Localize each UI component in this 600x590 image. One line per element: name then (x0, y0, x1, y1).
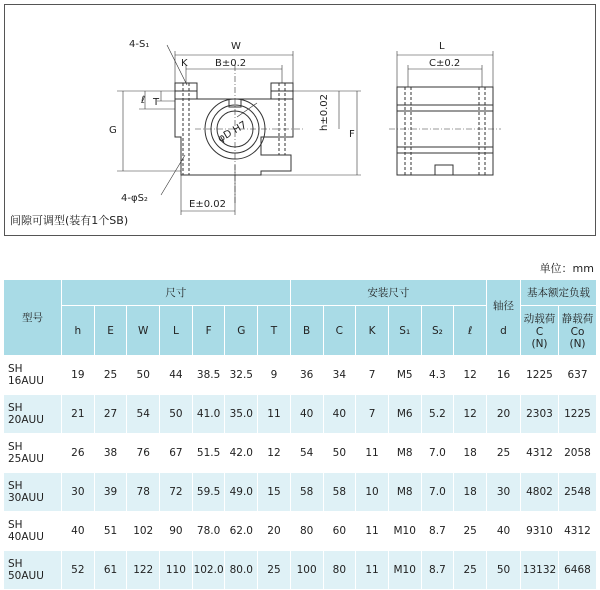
col-s2: S₂ (421, 306, 454, 356)
header-shaft: 轴径 d (487, 280, 521, 356)
table-cell: 7 (356, 356, 389, 395)
table-row (4, 512, 597, 551)
col-c: C (323, 306, 356, 356)
table-cell: 21 (62, 395, 95, 434)
table-cell: SH 30AUU (4, 473, 62, 512)
table-cell: 36 (290, 356, 323, 395)
table-cell: 110 (160, 551, 193, 590)
spec-table (3, 279, 597, 590)
table-cell: 30 (487, 473, 521, 512)
col-b: B (290, 306, 323, 356)
table-cell: 54 (290, 434, 323, 473)
table-cell: 16 (487, 356, 521, 395)
col-e: E (94, 306, 127, 356)
table-cell: 30 (62, 473, 95, 512)
table-cell: 51.5 (192, 434, 225, 473)
table-cell: 38.5 (192, 356, 225, 395)
table-cell: 44 (160, 356, 193, 395)
table-cell: 59.5 (192, 473, 225, 512)
table-cell: 62.0 (225, 512, 258, 551)
table-cell: 32.5 (225, 356, 258, 395)
col-h: h (62, 306, 95, 356)
header-model: 型号 (4, 280, 62, 356)
table-cell: 54 (127, 395, 160, 434)
label-t: T (153, 97, 160, 108)
table-cell: 18 (454, 473, 487, 512)
table-cell: 9310 (521, 512, 559, 551)
table-cell: 1225 (559, 395, 597, 434)
table-cell: 2058 (559, 434, 597, 473)
label-l: L (439, 41, 445, 52)
col-t: T (258, 306, 291, 356)
col-static-load: 静载荷 Co (N) (559, 306, 597, 356)
table-cell: M10 (388, 551, 421, 590)
table-cell: 20 (258, 512, 291, 551)
table-cell: SH 20AUU (4, 395, 62, 434)
table-cell: 80.0 (225, 551, 258, 590)
header-load: 基本额定负载 (521, 280, 597, 306)
table-cell: 11 (356, 551, 389, 590)
table-cell: 12 (454, 395, 487, 434)
table-cell: 50 (160, 395, 193, 434)
table-cell: M5 (388, 356, 421, 395)
label-bore: φD H7 (216, 119, 249, 145)
label-b: B±0.2 (215, 58, 247, 69)
table-cell: 39 (94, 473, 127, 512)
table-cell: 5.2 (421, 395, 454, 434)
label-w: W (231, 41, 241, 52)
table-cell: 34 (323, 356, 356, 395)
col-ell: ℓ (454, 306, 487, 356)
table-cell: 78.0 (192, 512, 225, 551)
table-cell: 7 (356, 395, 389, 434)
label-g: G (109, 125, 117, 136)
table-cell: 2303 (521, 395, 559, 434)
table-cell: 50 (323, 434, 356, 473)
table-cell: M8 (388, 434, 421, 473)
table-cell: 50 (127, 356, 160, 395)
technical-drawing (4, 4, 596, 236)
label-f: F (349, 129, 355, 140)
table-cell: 6468 (559, 551, 597, 590)
table-cell: 12 (454, 356, 487, 395)
label-h: h±0.02 (319, 94, 330, 131)
table-row (4, 434, 597, 473)
table-cell: 40 (290, 395, 323, 434)
table-cell: 50 (487, 551, 521, 590)
table-cell: 8.7 (421, 551, 454, 590)
table-cell: 25 (454, 551, 487, 590)
table-cell: 12 (258, 434, 291, 473)
table-cell: 42.0 (225, 434, 258, 473)
table-cell: M8 (388, 473, 421, 512)
table-cell: 76 (127, 434, 160, 473)
table-cell: 52 (62, 551, 95, 590)
col-w: W (127, 306, 160, 356)
table-cell: 72 (160, 473, 193, 512)
table-cell: 60 (323, 512, 356, 551)
table-cell: 7.0 (421, 473, 454, 512)
header-mounting: 安装尺寸 (290, 280, 486, 306)
table-cell: 102.0 (192, 551, 225, 590)
table-cell: 90 (160, 512, 193, 551)
table-cell: M10 (388, 512, 421, 551)
label-k: K (181, 58, 188, 69)
table-cell: 19 (62, 356, 95, 395)
table-cell: 25 (487, 434, 521, 473)
table-row (4, 395, 597, 434)
table-cell: 25 (94, 356, 127, 395)
table-cell: 7.0 (421, 434, 454, 473)
table-cell: 102 (127, 512, 160, 551)
table-cell: 58 (290, 473, 323, 512)
label-4-s1: 4-S₁ (129, 39, 150, 50)
table-cell: 4802 (521, 473, 559, 512)
table-cell: 58 (323, 473, 356, 512)
table-cell: 637 (559, 356, 597, 395)
label-e: E±0.02 (189, 199, 226, 210)
table-cell: 80 (290, 512, 323, 551)
table-cell: 40 (487, 512, 521, 551)
label-ell: ℓ (141, 95, 146, 106)
table-cell: 26 (62, 434, 95, 473)
table-body (4, 356, 597, 590)
table-cell: 11 (258, 395, 291, 434)
table-cell: 27 (94, 395, 127, 434)
side-view (389, 51, 501, 175)
header-dimensions: 尺寸 (62, 280, 291, 306)
table-cell: 4312 (521, 434, 559, 473)
col-k: K (356, 306, 389, 356)
table-cell: SH 16AUU (4, 356, 62, 395)
table-cell: 13132 (521, 551, 559, 590)
table-cell: 18 (454, 434, 487, 473)
table-cell: 4312 (559, 512, 597, 551)
table-cell: 51 (94, 512, 127, 551)
table-cell: M6 (388, 395, 421, 434)
table-cell: 40 (62, 512, 95, 551)
table-cell: 25 (454, 512, 487, 551)
col-dynamic-load: 动载荷 C (N) (521, 306, 559, 356)
col-s1: S₁ (388, 306, 421, 356)
label-4-s2: 4-φS₂ (121, 193, 148, 204)
table-cell: 15 (258, 473, 291, 512)
table-cell: SH 25AUU (4, 434, 62, 473)
table-cell: 20 (487, 395, 521, 434)
table-cell: 11 (356, 434, 389, 473)
table-cell: 122 (127, 551, 160, 590)
table-cell: 4.3 (421, 356, 454, 395)
table-cell: 78 (127, 473, 160, 512)
table-cell: 49.0 (225, 473, 258, 512)
table-row (4, 356, 597, 395)
table-cell: 10 (356, 473, 389, 512)
table-cell: 1225 (521, 356, 559, 395)
drawing-svg (5, 5, 595, 235)
col-f: F (192, 306, 225, 356)
table-cell: 40 (323, 395, 356, 434)
table-row (4, 551, 597, 590)
col-l: L (160, 306, 193, 356)
table-cell: 100 (290, 551, 323, 590)
table-cell: 41.0 (192, 395, 225, 434)
table-cell: 2548 (559, 473, 597, 512)
table-cell: 8.7 (421, 512, 454, 551)
table-cell: 38 (94, 434, 127, 473)
table-cell: SH 50AUU (4, 551, 62, 590)
adjustable-clearance-note: 间隙可调型(装有1个SB) (10, 214, 129, 227)
table-cell: 11 (356, 512, 389, 551)
label-c: C±0.2 (429, 58, 461, 69)
table-cell: 9 (258, 356, 291, 395)
table-cell: 80 (323, 551, 356, 590)
col-g: G (225, 306, 258, 356)
unit-label: 单位：mm (539, 262, 594, 275)
table-row (4, 473, 597, 512)
table-cell: 67 (160, 434, 193, 473)
table-cell: 25 (258, 551, 291, 590)
table-cell: 61 (94, 551, 127, 590)
table-cell: 35.0 (225, 395, 258, 434)
table-cell: SH 40AUU (4, 512, 62, 551)
